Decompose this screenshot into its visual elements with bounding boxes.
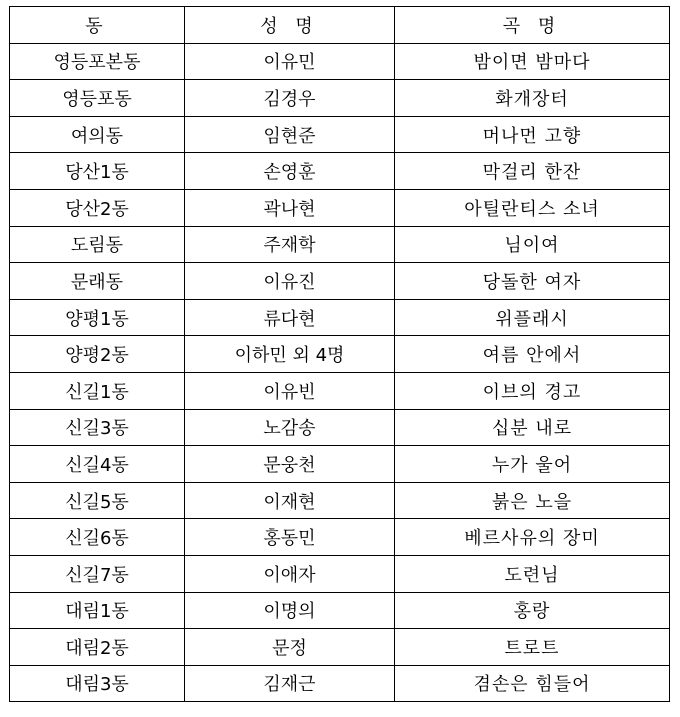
cell-dong: 당산2동 — [10, 189, 185, 226]
cell-name: 홍동민 — [185, 519, 395, 556]
header-row — [10, 7, 670, 44]
table-row — [10, 372, 670, 409]
cell-name: 임현준 — [185, 116, 395, 153]
table-row — [10, 482, 670, 519]
table-row — [10, 153, 670, 190]
table-row — [10, 116, 670, 153]
cell-dong: 신길6동 — [10, 519, 185, 556]
table-row — [10, 446, 670, 483]
cell-dong: 신길4동 — [10, 446, 185, 483]
cell-dong: 도림동 — [10, 226, 185, 263]
participant-table — [9, 6, 670, 702]
table-row — [10, 629, 670, 666]
cell-name: 이유진 — [185, 263, 395, 300]
cell-dong: 여의동 — [10, 116, 185, 153]
cell-song: 당돌한 여자 — [395, 263, 670, 300]
cell-dong: 영등포본동 — [10, 43, 185, 80]
cell-name: 곽나현 — [185, 189, 395, 226]
cell-song: 베르사유의 장미 — [395, 519, 670, 556]
cell-name: 노감송 — [185, 409, 395, 446]
header-song: 곡 명 — [395, 7, 670, 44]
cell-dong: 신길5동 — [10, 482, 185, 519]
cell-song: 위플래시 — [395, 299, 670, 336]
cell-song: 이브의 경고 — [395, 372, 670, 409]
cell-song: 도련님 — [395, 555, 670, 592]
cell-song: 십분 내로 — [395, 409, 670, 446]
cell-name: 이애자 — [185, 555, 395, 592]
cell-name: 손영훈 — [185, 153, 395, 190]
cell-name: 주재학 — [185, 226, 395, 263]
table-row — [10, 263, 670, 300]
cell-song: 님이여 — [395, 226, 670, 263]
table-row — [10, 189, 670, 226]
cell-name: 김경우 — [185, 80, 395, 117]
table-row — [10, 665, 670, 702]
cell-song: 겸손은 힘들어 — [395, 665, 670, 702]
cell-name: 이재현 — [185, 482, 395, 519]
cell-dong: 대림2동 — [10, 629, 185, 666]
cell-song: 여름 안에서 — [395, 336, 670, 373]
table-body — [10, 43, 670, 702]
cell-song: 머나먼 고향 — [395, 116, 670, 153]
table-row — [10, 299, 670, 336]
cell-name: 김재근 — [185, 665, 395, 702]
cell-dong: 대림3동 — [10, 665, 185, 702]
header-dong: 동 — [10, 7, 185, 44]
cell-name: 이명의 — [185, 592, 395, 629]
table-row — [10, 226, 670, 263]
cell-name: 류다현 — [185, 299, 395, 336]
cell-song: 트로트 — [395, 629, 670, 666]
cell-name: 이유빈 — [185, 372, 395, 409]
cell-song: 화개장터 — [395, 80, 670, 117]
cell-dong: 신길3동 — [10, 409, 185, 446]
cell-dong: 당산1동 — [10, 153, 185, 190]
cell-dong: 양평2동 — [10, 336, 185, 373]
cell-dong: 대림1동 — [10, 592, 185, 629]
cell-dong: 양평1동 — [10, 299, 185, 336]
cell-song: 막걸리 한잔 — [395, 153, 670, 190]
table-row — [10, 336, 670, 373]
cell-dong: 신길7동 — [10, 555, 185, 592]
table-row — [10, 80, 670, 117]
table-row — [10, 555, 670, 592]
cell-dong: 문래동 — [10, 263, 185, 300]
table-row — [10, 43, 670, 80]
table-row — [10, 592, 670, 629]
cell-song: 밤이면 밤마다 — [395, 43, 670, 80]
cell-song: 홍랑 — [395, 592, 670, 629]
cell-name: 이하민 외 4명 — [185, 336, 395, 373]
table-row — [10, 409, 670, 446]
header-name: 성 명 — [185, 7, 395, 44]
cell-dong: 영등포동 — [10, 80, 185, 117]
cell-name: 이유민 — [185, 43, 395, 80]
table-row — [10, 519, 670, 556]
cell-song: 아틸란티스 소녀 — [395, 189, 670, 226]
cell-song: 누가 울어 — [395, 446, 670, 483]
cell-name: 문정 — [185, 629, 395, 666]
cell-name: 문웅천 — [185, 446, 395, 483]
cell-song: 붉은 노을 — [395, 482, 670, 519]
cell-dong: 신길1동 — [10, 372, 185, 409]
